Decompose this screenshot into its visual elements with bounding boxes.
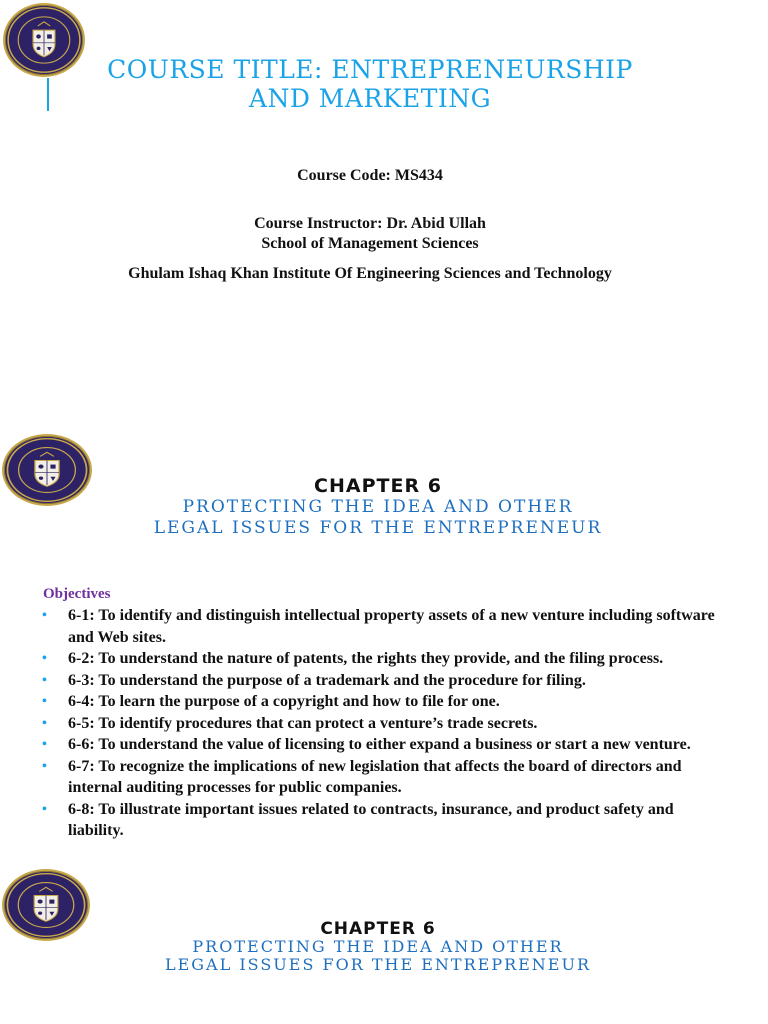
course-code: Course Code: MS434 (297, 167, 443, 184)
objective-text: 6-6: To understand the value of licensing to either expand a business or start a new venture. (68, 736, 691, 753)
title-accent-bar (47, 78, 49, 111)
objectives-label: Objectives (43, 586, 111, 602)
chapter-heading: CHAPTER 6 (320, 919, 436, 939)
course-title-line-1: COURSE TITLE: ENTREPRENEURSHIP (107, 55, 633, 84)
school-name: School of Management Sciences (261, 235, 479, 252)
list-item (42, 756, 732, 799)
chapter-subtitle-line-2: LEGAL ISSUES FOR THE ENTREPRENEUR (164, 955, 592, 974)
objective-text: 6-4: To learn the purpose of a copyright and how to file for one. (68, 693, 500, 710)
institute-name: Ghulam Ishaq Khan Institute Of Engineering Sciences and Technology (128, 265, 612, 282)
chapter-subtitle-line-1: PROTECTING THE IDEA AND OTHER (182, 497, 574, 517)
bullet-icon: • (42, 737, 47, 752)
chapter-heading: CHAPTER 6 (314, 475, 442, 497)
course-title (60, 55, 680, 113)
chapter-subtitle-line-1: PROTECTING THE IDEA AND OTHER (192, 937, 564, 956)
objective-text: 6-8: To illustrate important issues related to contracts, insurance, and product safety and liability. (68, 800, 674, 839)
objective-text: 6-1: To identify and distinguish intellectual property assets of a new venture including software and Web sites. (68, 607, 715, 646)
list-item (42, 648, 732, 670)
objectives-list (42, 605, 732, 842)
list-item (42, 713, 732, 735)
bullet-icon: • (42, 715, 47, 731)
list-item (42, 605, 732, 648)
list-item (42, 691, 732, 713)
bullet-icon: • (42, 672, 47, 688)
bullet-icon: • (42, 651, 47, 666)
bullet-icon: • (42, 801, 47, 817)
list-item (42, 799, 732, 842)
list-item (42, 734, 732, 756)
chapter-subtitle-line-2: LEGAL ISSUES FOR THE ENTREPRENEUR (153, 518, 603, 538)
objective-text: 6-2: To understand the nature of patents, the rights they provide, and the filing process. (68, 650, 664, 667)
objective-text: 6-3: To understand the purpose of a trademark and the procedure for filing. (68, 671, 586, 689)
chapter-subtitle (0, 938, 756, 974)
list-item (42, 670, 732, 692)
objective-text: 6-7: To recognize the implications of new legislation that affects the board of directors and internal auditing processes for public companies. (68, 757, 682, 796)
course-instructor: Course Instructor: Dr. Abid Ullah (254, 215, 486, 232)
course-title-line-2: AND MARKETING (248, 84, 492, 113)
objective-text: 6-5: To identify procedures that can protect a venture’s trade secrets. (68, 714, 538, 732)
bullet-icon: • (42, 608, 47, 623)
chapter-subtitle (0, 497, 756, 539)
bullet-icon: • (42, 758, 47, 774)
bullet-icon: • (42, 694, 47, 709)
